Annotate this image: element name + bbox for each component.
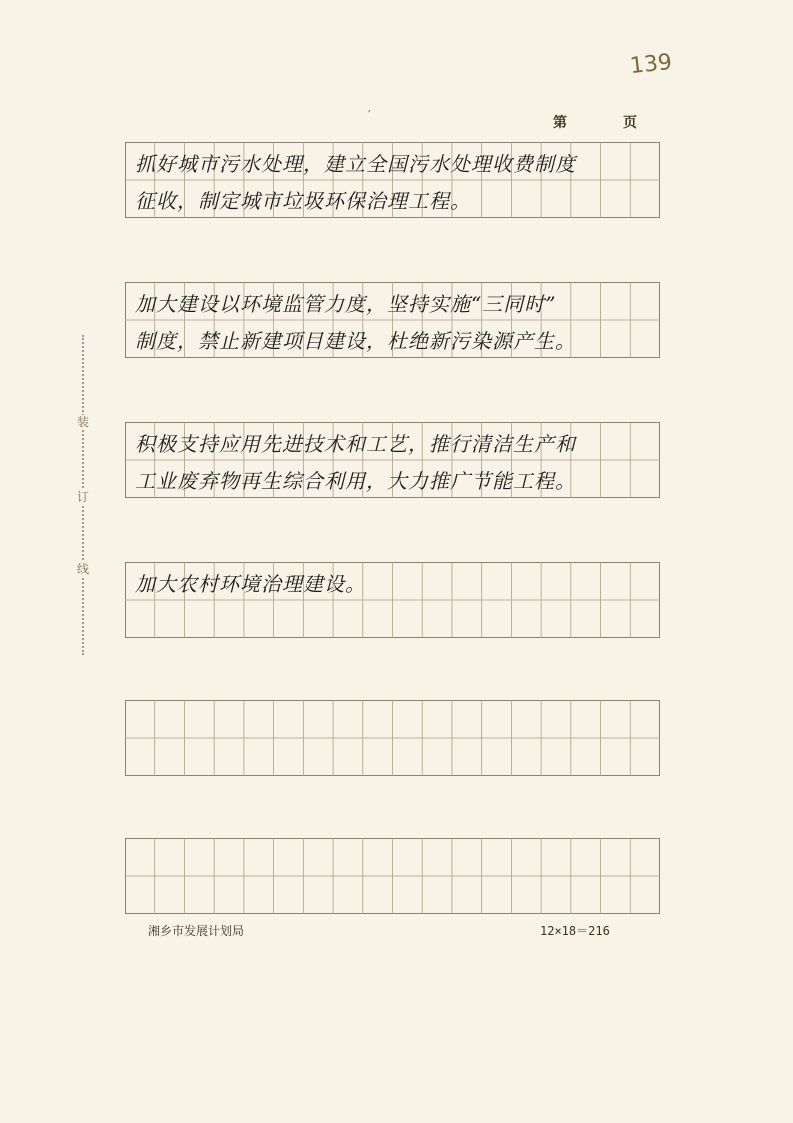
page-label-ye: 页 [623,115,637,131]
text-line: 抓好城市污水处理，建立全国污水处理收费制度 [135,152,576,176]
text-line: 加大建设以环境监管力度，坚持实施“三同时” [135,292,557,316]
binding-label-ding: 订 [77,490,90,504]
text-line: 加大农村环境治理建设。 [135,572,366,596]
grid-block-1 [125,142,660,218]
binding-label-zhuang: 装 [77,415,90,429]
footer-organization: 湘乡市发展计划局 [148,924,245,938]
handwritten-page-number: 139 [628,49,674,80]
grid-block-5 [125,700,660,776]
tick-mark: ′ [368,108,371,122]
binding-label-xian: 线 [77,562,90,576]
grid-lines [125,838,660,914]
footer-grid-spec: 12×18＝216 [540,924,610,938]
grid-block-6 [125,838,660,914]
grid-lines [125,700,660,776]
text-line: 制度，禁止新建项目建设，杜绝新污染源产生。 [135,329,576,353]
text-line: 征收，制定城市垃圾环保治理工程。 [135,189,471,213]
page-label-di: 第 [553,115,567,131]
grid-block-2 [125,282,660,358]
text-line: 工业废弃物再生综合利用，大力推广节能工程。 [135,469,576,493]
grid-block-3 [125,422,660,498]
text-line: 积极支持应用先进技术和工艺，推行清洁生产和 [135,432,576,456]
grid-block-4 [125,562,660,638]
